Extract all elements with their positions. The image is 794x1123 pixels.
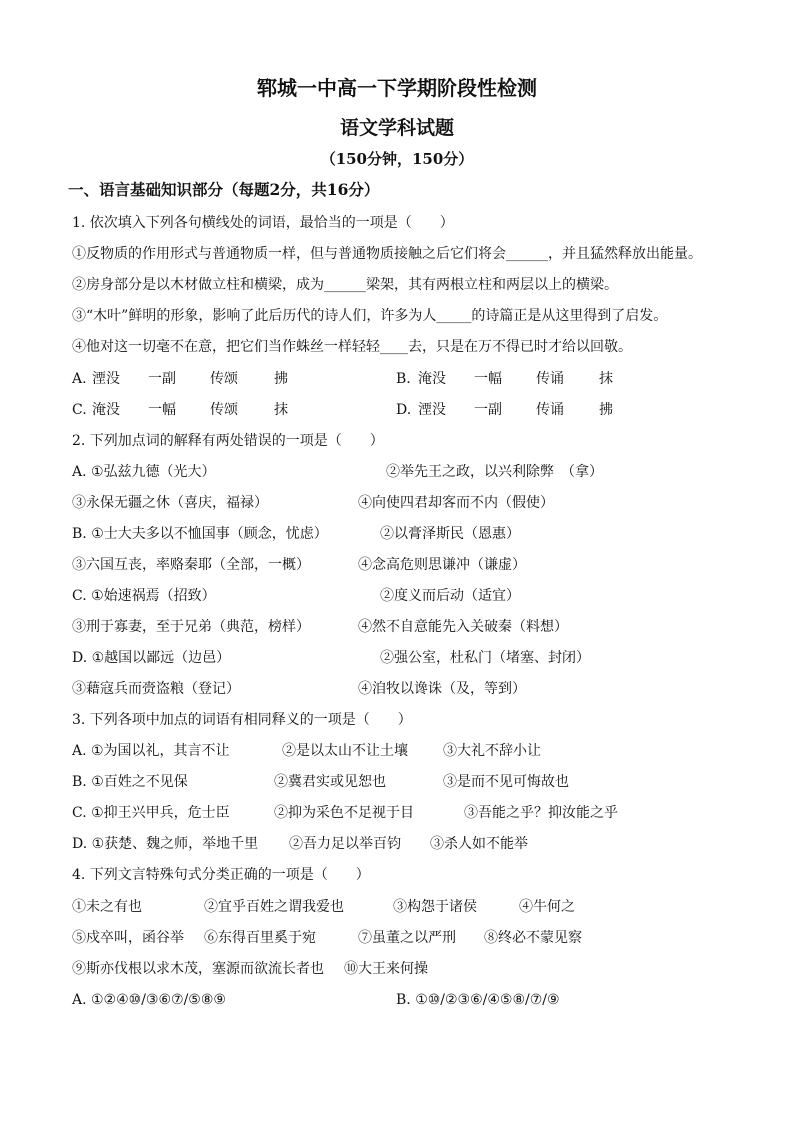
- q2-a-4: ④向使四君却客而不内（假使）: [358, 495, 554, 511]
- q4-option-b: B. ①⑩/②③⑥/④⑤⑧/⑦/⑨: [396, 992, 560, 1008]
- exam-subtitle: 语文学科试题: [339, 117, 454, 139]
- q1-sentence-3: ③“木叶”鲜明的形象，影响了此后历代的诗人们，许多为人_____的诗篇正是从这里得到了启发。: [72, 308, 668, 324]
- q2-c-1: C. ①始速祸焉（招致）: [72, 588, 216, 604]
- q2-c-4: ④然不自意能先入关破秦（料想）: [358, 619, 568, 635]
- q4-option-a: A. ①②④⑩/③⑥⑦/⑤⑧⑨: [72, 992, 226, 1008]
- q2-stem: 2. 下列加点词的解释有两处错误的一项是（ ）: [72, 433, 384, 449]
- q3-stem: 3. 下列各项中加点的词语有相同释义的一项是（ ）: [72, 712, 412, 728]
- q2-c-3: ③刑于寡妻，至于兄弟（典范，榜样）: [72, 619, 310, 635]
- q2-a-2: ②举先王之政，以兴利除弊 （拿）: [386, 464, 603, 480]
- q2-d-1: D. ①越国以鄙远（边邑）: [72, 650, 231, 666]
- q1-sentence-1: ①反物质的作用形式与普通物质一样，但与普通物质接触之后它们将会______，并且猛然释放出能量。: [72, 246, 702, 262]
- q4-stem: 4. 下列文言特殊句式分类正确的一项是（ ）: [72, 867, 370, 883]
- q1-stem: 1. 依次填入下列各句横线处的词语，最恰当的一项是（ ）: [72, 215, 454, 231]
- q2-b-4: ④念高危则思谦冲（谦虚）: [358, 557, 526, 573]
- q2-b-1: B. ①士大夫多以不恤国事（顾念，忧虑）: [72, 526, 328, 542]
- q2-c-2: ②度义而后动（适宜）: [380, 588, 520, 604]
- exam-page: 郓城一中高一下学期阶段性检测 语文学科试题 （150分钟，150分） 一、语言基础知识部分（每题2分，共16分） 1. 依次填入下列各句横线处的词语，最恰当的一项是（ ） ①反物质的作用形式与普通物质一样，但与普通物质接触之后它们将会______，并且猛然释放出能量。 ②房身部分是以木材做立柱和横梁，成为______梁架，其有两根立柱和两层以上的横梁。 ③“木叶”鲜明的形象，影响了此后历代的诗人们，许多为人_____的诗篇正是从这里得到了启发。 ④他对这一切毫不在意，把它们当作蛛丝一样轻轻____去，只是在万不得已时才给以回敬。 A. 湮没 一副 传颂 拂 B. 淹没 一幅 传诵 抹 C. 淹没 一幅 传颂 抹 D. 湮没 一副 传诵 拂 2. 下列加点词的解释有两处错误的一项是（ ） A. ①弘兹九德（光大） ②举先王之政，以兴利除弊 （拿） ③永保无疆之休（喜庆，福禄） ④向使四君却客而不内（假使） B. ①士大夫多以不恤国事（顾念，忧虑） ②以膏泽斯民（恩惠） ③六国互丧，率赂秦耶（全部，一概） ④念高危则思谦冲（谦虚） C. ①始速祸焉（招致） ②度义而后动（适宜） ③刑于寡妻，至于兄弟（典范，榜样） ④然不自意能先入关破秦（料想） D. ①越国以鄙远（边邑） ②强公室，杜私门（堵塞、封闭） ③藉寇兵而赍盗粮（登记） ④洎牧以谗诛（及，等到） 3. 下列各项中加点的词语有相同释义的一项是（ ） A. ①为国以礼，其言不让 ②是以太山不让土壤 ③大礼不辞小让 B. ①百姓之不见保 ②冀君实或见恕也 ③是而不见可悔故也 C. ①抑王兴甲兵，危士臣 ②抑为采色不足视于目 ③吾能之乎？抑汝能之乎 D. ①获楚、魏之师，举地千里 ②吾力足以举百钧 ③杀人如不能举 4. 下列文言特殊句式分类正确的一项是（ ） ①未之有也 ②宜乎百姓之谓我爱也 ③构怨于诸侯 ④牛何之 ⑤戍卒叫，函谷举 ⑥东得百里奚于宛 ⑦虽董之以严刑 ⑧终必不蒙见察 ⑨斯亦伐根以求木茂，塞源而欲流长者也 ⑩大王来何操 A. ①②④⑩/③⑥⑦/⑤⑧⑨ B. ①⑩/②③⑥/④⑤⑧/⑦/⑨: [0, 0, 794, 1123]
- q1-sentence-4: ④他对这一切毫不在意，把它们当作蛛丝一样轻轻____去，只是在万不得已时才给以回敬。: [72, 339, 632, 355]
- q2-b-3: ③六国互丧，率赂秦耶（全部，一概）: [72, 557, 310, 573]
- q1-sentence-2: ②房身部分是以木材做立柱和横梁，成为______梁架，其有两根立柱和两层以上的横梁。: [72, 277, 618, 293]
- section-heading: 一、语言基础知识部分（每题2分，共16分）: [68, 180, 380, 199]
- exam-title: 郓城一中高一下学期阶段性检测: [257, 76, 537, 100]
- q2-d-2: ②强公室，杜私门（堵塞、封闭）: [380, 650, 590, 666]
- q2-a-1: A. ①弘兹九德（光大）: [72, 464, 216, 480]
- q2-d-4: ④洎牧以谗诛（及，等到）: [358, 681, 526, 697]
- exam-info: （150分钟，150分）: [320, 150, 474, 168]
- q2-d-3: ③藉寇兵而赍盗粮（登记）: [72, 681, 240, 697]
- q2-a-3: ③永保无疆之休（喜庆，福禄）: [72, 495, 268, 511]
- q2-b-2: ②以膏泽斯民（恩惠）: [380, 526, 520, 542]
